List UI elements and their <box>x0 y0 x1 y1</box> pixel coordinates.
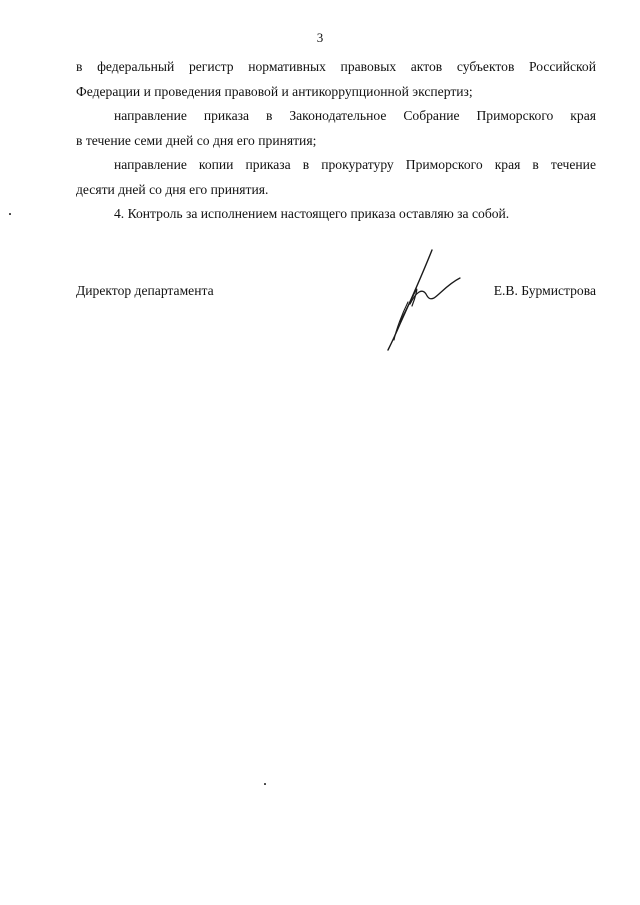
paragraph-line: десяти дней со дня его принятия. <box>76 181 269 197</box>
paragraph-line: в течение семи дней со дня его принятия; <box>76 132 317 148</box>
paragraph-line: Федерации и проведения правовой и антикоррупционной экспертиз; <box>76 83 473 99</box>
document-body <box>76 55 596 227</box>
paragraph-line: направление приказа в Законодательное Собрание Приморского края <box>114 108 596 123</box>
page-number: 3 <box>316 30 324 45</box>
signature-icon <box>380 244 470 354</box>
scan-artifact <box>9 213 11 215</box>
scan-artifact <box>264 783 266 785</box>
paragraph-line: направление копии приказа в прокуратуру Приморского края в течение <box>114 157 596 172</box>
paragraph-line: в федеральный регистр нормативных правовых актов субъектов Российской <box>76 59 596 74</box>
paragraph-line: 4. Контроль за исполнением настоящего приказа оставляю за собой. <box>114 206 510 221</box>
signer-title: Директор департамента <box>76 283 214 298</box>
signer-name: Е.В. Бурмистрова <box>493 283 596 298</box>
